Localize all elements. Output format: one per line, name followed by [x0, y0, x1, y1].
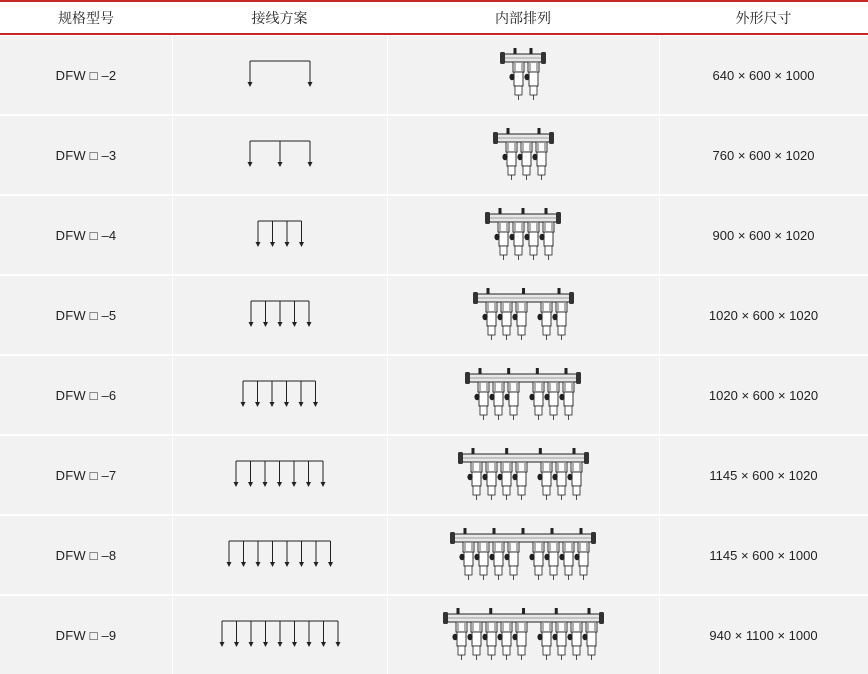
switch-unit	[482, 462, 497, 500]
switch-unit	[474, 542, 489, 580]
wiring-diagram	[240, 55, 320, 95]
arrow-icon	[255, 242, 260, 247]
arrow-icon	[270, 402, 275, 407]
arrow-icon	[328, 562, 333, 567]
wiring-diagram	[248, 215, 312, 255]
arrangement-cell	[387, 196, 659, 274]
arrangement-cell	[387, 276, 659, 354]
arrow-icon	[313, 402, 318, 407]
switch-unit	[517, 142, 532, 180]
arrow-icon	[226, 562, 231, 567]
switch-unit	[559, 382, 574, 420]
dimensions-cell: 1145 × 600 × 1000	[709, 547, 818, 563]
wiring-cell	[172, 596, 387, 674]
table-row	[0, 116, 868, 194]
internal-arrangement-drawing	[443, 524, 603, 586]
arrow-icon	[292, 642, 297, 647]
internal-arrangement-drawing	[493, 44, 553, 106]
switch-unit	[567, 462, 582, 500]
switch-unit	[452, 622, 467, 660]
switch-unit	[497, 622, 512, 660]
switch-unit	[544, 542, 559, 580]
wiring-cell	[172, 36, 387, 114]
table-row	[0, 196, 868, 274]
switch-unit	[494, 222, 509, 260]
arrow-icon	[313, 562, 318, 567]
arrow-icon	[277, 482, 282, 487]
switch-unit	[529, 542, 544, 580]
switch-unit	[489, 542, 504, 580]
wiring-cell	[172, 436, 387, 514]
arrow-icon	[277, 642, 282, 647]
arrow-icon	[219, 642, 224, 647]
model-cell: DFW □ –5	[55, 307, 117, 323]
internal-arrangement-drawing	[436, 604, 611, 666]
dimensions-cell: 640 × 600 × 1000	[712, 67, 815, 83]
model-cell: DFW □ –3	[55, 147, 117, 163]
arrangement-cell	[387, 516, 659, 594]
model-cell: DFW □ –9	[55, 627, 117, 643]
switch-unit	[532, 142, 547, 180]
arrow-icon	[284, 402, 289, 407]
switch-unit	[502, 142, 517, 180]
switch-unit	[482, 302, 497, 340]
dimensions-cell: 1020 × 600 × 1020	[708, 387, 819, 403]
switch-unit	[539, 222, 554, 260]
switch-unit	[537, 302, 552, 340]
internal-arrangement-drawing	[458, 364, 588, 426]
wiring-cell	[172, 276, 387, 354]
arrow-icon	[292, 322, 297, 327]
arrow-icon	[241, 562, 246, 567]
switch-unit	[512, 302, 527, 340]
table-row	[0, 596, 868, 674]
arrangement-cell	[387, 36, 659, 114]
wiring-cell	[172, 196, 387, 274]
header-dimensions: 外形尺寸	[735, 9, 792, 26]
wiring-diagram	[241, 295, 319, 335]
arrow-icon	[248, 482, 253, 487]
internal-arrangement-drawing	[478, 204, 568, 266]
arrow-icon	[234, 642, 239, 647]
wiring-diagram	[233, 375, 326, 415]
switch-unit	[512, 622, 527, 660]
arrow-icon	[284, 242, 289, 247]
header-rule	[0, 33, 868, 35]
arrangement-cell	[387, 116, 659, 194]
wiring-diagram	[212, 615, 348, 655]
arrow-icon	[255, 562, 260, 567]
arrow-icon	[321, 642, 326, 647]
model-cell: DFW □ –7	[55, 467, 117, 483]
switch-unit	[512, 462, 527, 500]
arrow-icon	[247, 82, 252, 87]
arrow-icon	[306, 322, 311, 327]
switch-unit	[467, 462, 482, 500]
wiring-cell	[172, 116, 387, 194]
arrow-icon	[299, 562, 304, 567]
arrangement-cell	[387, 596, 659, 674]
dimensions-cell: 900 × 600 × 1020	[712, 227, 815, 243]
switch-unit	[544, 382, 559, 420]
arrow-icon	[292, 482, 297, 487]
arrow-icon	[248, 322, 253, 327]
switch-unit	[509, 62, 524, 100]
model-cell: DFW □ –4	[55, 227, 117, 243]
switch-unit	[552, 302, 567, 340]
arrow-icon	[241, 402, 246, 407]
switch-unit	[552, 622, 567, 660]
switch-unit	[467, 622, 482, 660]
switch-unit	[497, 302, 512, 340]
arrow-icon	[277, 322, 282, 327]
arrow-icon	[277, 162, 282, 167]
switch-unit	[497, 462, 512, 500]
arrow-icon	[299, 402, 304, 407]
table-row	[0, 436, 868, 514]
arrow-icon	[284, 562, 289, 567]
arrow-icon	[255, 402, 260, 407]
arrow-icon	[270, 242, 275, 247]
switch-unit	[482, 622, 497, 660]
table-row	[0, 356, 868, 434]
wiring-diagram	[226, 455, 333, 495]
switch-unit	[459, 542, 474, 580]
wiring-cell	[172, 356, 387, 434]
arrow-icon	[306, 482, 311, 487]
switch-unit	[574, 542, 589, 580]
switch-unit	[474, 382, 489, 420]
switch-unit	[504, 542, 519, 580]
arrow-icon	[307, 162, 312, 167]
dimensions-cell: 1020 × 600 × 1020	[708, 307, 819, 323]
table-row	[0, 36, 868, 114]
wiring-cell	[172, 516, 387, 594]
arrow-icon	[299, 242, 304, 247]
switch-unit	[504, 382, 519, 420]
internal-arrangement-drawing	[451, 444, 596, 506]
switch-unit	[529, 382, 544, 420]
header-model: 规格型号	[58, 9, 114, 26]
switch-unit	[552, 462, 567, 500]
switch-unit	[524, 222, 539, 260]
internal-arrangement-drawing	[486, 124, 561, 186]
dimensions-cell: 760 × 600 × 1020	[712, 147, 815, 163]
arrow-icon	[335, 642, 340, 647]
arrangement-cell	[387, 356, 659, 434]
arrow-icon	[248, 642, 253, 647]
internal-arrangement-drawing	[466, 284, 581, 346]
arrow-icon	[263, 482, 268, 487]
arrow-icon	[234, 482, 239, 487]
switch-unit	[537, 462, 552, 500]
switch-unit	[567, 622, 582, 660]
dimensions-cell: 1145 × 600 × 1020	[709, 467, 818, 483]
wiring-diagram	[240, 135, 320, 175]
arrow-icon	[306, 642, 311, 647]
arrow-icon	[270, 562, 275, 567]
arrow-icon	[247, 162, 252, 167]
switch-unit	[559, 542, 574, 580]
switch-unit	[537, 622, 552, 660]
switch-unit	[524, 62, 539, 100]
arrow-icon	[263, 322, 268, 327]
switch-unit	[489, 382, 504, 420]
arrow-icon	[307, 82, 312, 87]
header-arrangement: 内部排列	[495, 9, 551, 26]
arrow-icon	[321, 482, 326, 487]
model-cell: DFW □ –6	[55, 387, 117, 403]
wiring-diagram	[219, 535, 341, 575]
table-row	[0, 516, 868, 594]
switch-unit	[582, 622, 597, 660]
arrow-icon	[263, 642, 268, 647]
table-row	[0, 276, 868, 354]
switch-unit	[509, 222, 524, 260]
arrangement-cell	[387, 436, 659, 514]
dimensions-cell: 940 × 1100 × 1000	[709, 627, 818, 643]
model-cell: DFW □ –8	[55, 547, 117, 563]
model-cell: DFW □ –2	[55, 67, 117, 83]
header-wiring: 接线方案	[251, 9, 308, 26]
